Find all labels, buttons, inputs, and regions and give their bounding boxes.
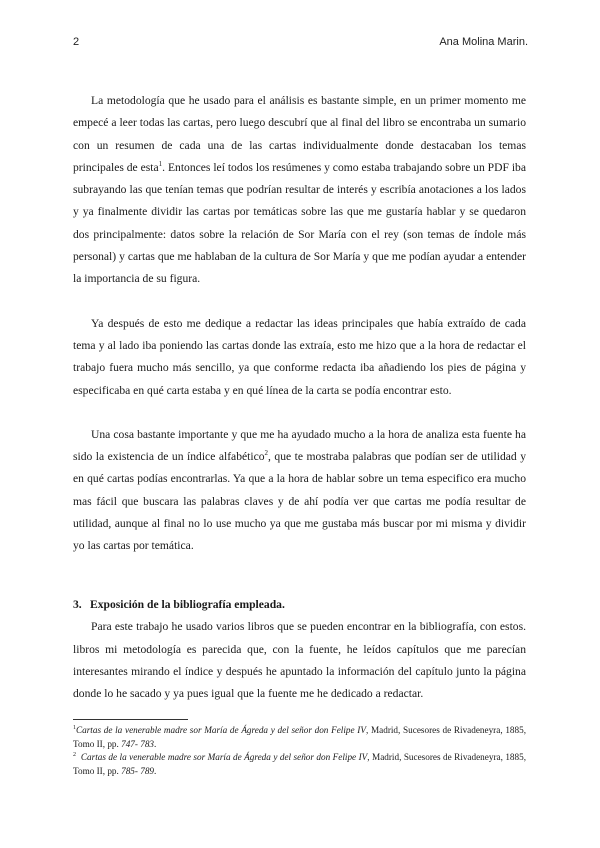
paragraph-drafting: Ya después de esto me dedique a redactar las ideas principales que había extraído de cada tema y al lado iba poniendo las cartas donde las extraía, esto me hizo que a la hora de redactar el trabajo fuera mucho más sencillo, ya que conforme redacta iba añadiendo los pies de página y especificaba en qué carta estaba y en qué línea de la carta se podía encontrar esto.: [73, 316, 526, 397]
section-3: [73, 594, 526, 705]
paragraph-bibliography: Para este trabajo he usado varios libros que se pueden encontrar en la bibliografía, con estos. libros mi metodología es parecida que, con la fuente, he leídos capítulos que me parecían interesantes mirando el índice y después he apuntado la información del capítulo junto la página donde lo he sacado y ya pues igual que la fuente me he dedicado a redactar.: [73, 620, 526, 701]
footnote-ref-1[interactable]: 1: [158, 160, 163, 169]
footnote-separator: [73, 719, 188, 720]
section-heading: 3. Exposición de la bibliografía empleada.: [73, 598, 285, 611]
paragraph-index: Una cosa bastante importante y que me ha ayudado mucho a la hora de analiza esta fuente ha sido la existencia de un índice alfabético$^2$, que te mostraba palabras que podían ser de utilidad y en qué cartas podías encontrarlas. Ya que a la hora de hablar sobre un tema especifico era mucho mas fácil que buscara las palabras claves y de ahí podía ver que cartas me podía resultar de utilidad, aunque al final no lo use mucho ya que me gustaba más buscar por mi misma y dividir yo las cartas por temática.: [73, 427, 526, 553]
footnotes: [73, 724, 526, 778]
main-text: [73, 90, 526, 558]
footnote-2: $^2$ Cartas de la venerable madre sor María de Ágreda y del señor don Felipe IV, Madrid, Sucesores de Rivadeneyra, 1885, Tomo II, pp. 785- 789.: [73, 751, 527, 776]
paragraph-methodology: La metodología que he usado para el análisis es bastante simple, en un primer momento me empecé a leer todas las cartas, pero luego descubrí que al final del libro se encontraba un sumario con un resumen de cada una de las cartas individualmente donde destacaban los temas principales de esta$^1$. Entonces leí todos los resúmenes y como estaba trabajando sobre un PDF iba subrayando las que tenían temas que podrían resultar de interés y escribía anotaciones a los lados y ya finalmente dividir las cartas por temáticas sobre las que me gustaría hablar y se quedaron dos principalmente: datos sobre la relación de Sor María con el rey (son temas de índole más personal) y cartas que me hablaban de la cultura de Sor María y que me podían ayudar a entender la importancia de su figura.: [73, 94, 526, 286]
page-number: 2: [73, 36, 80, 48]
running-header-author: Ana Molina Marin.: [439, 36, 528, 48]
footnote-1: $^1$Cartas de la venerable madre sor María de Ágreda y del señor don Felipe IV, Madrid, Sucesores de Rivadeneyra, 1885, Tomo II, pp. 747- 783.: [73, 724, 527, 749]
footnote-ref-2[interactable]: 2: [264, 449, 269, 458]
